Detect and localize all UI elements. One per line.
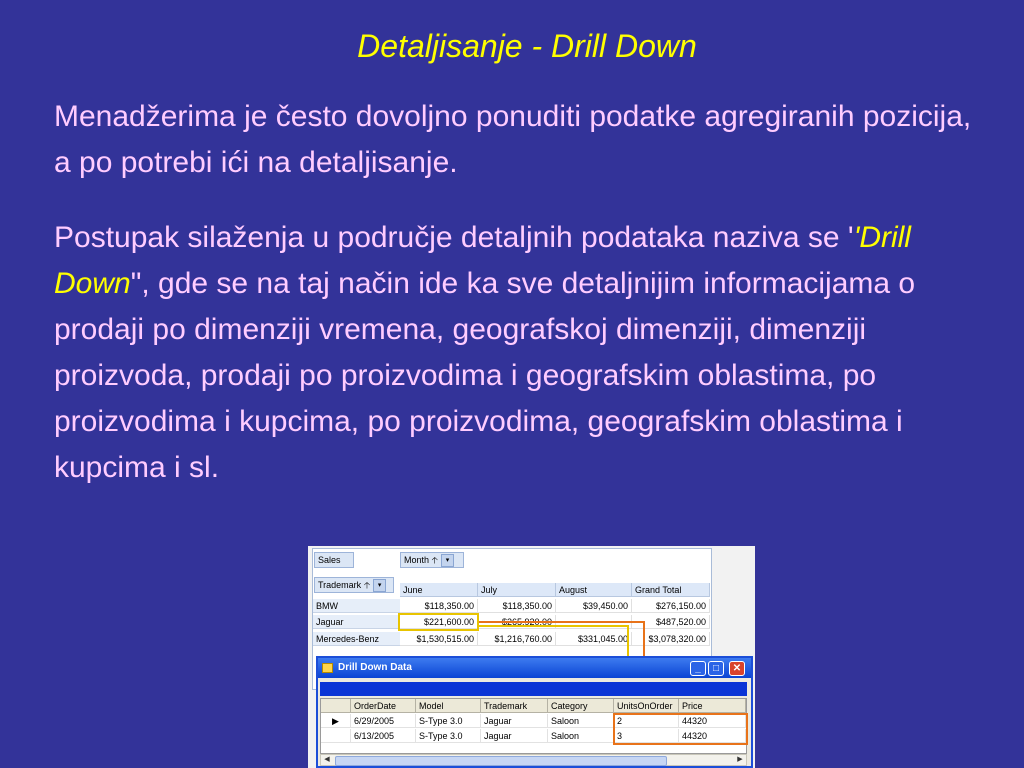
grid-cell[interactable]: Jaguar (481, 714, 548, 728)
column-header-june[interactable]: June (400, 583, 478, 597)
grid-header-unitsonorder[interactable]: UnitsOnOrder (614, 699, 679, 713)
slide-title: Detaljisanje - Drill Down (357, 28, 697, 64)
paragraph-drill-down-part2: ", gde se na taj način ide ka sve detaljnijim informacijama o prodaji po dimenziji vremena, geografskoj dimenziji, dimenziji proizvoda, prodaji po proizvodima i geografskim oblastima, po proizvodima i kupcima, po proizvodima, geografskim oblastima i kupcima i sl. (54, 267, 916, 484)
pivot-cell[interactable]: $118,350.00 (400, 599, 478, 613)
pivot-cell[interactable]: $1,530,515.00 (400, 632, 478, 646)
pivot-cell[interactable]: $39,450.00 (556, 599, 632, 613)
data-field-label: Sales (318, 555, 341, 565)
grid-header-orderdate[interactable]: OrderDate (351, 699, 416, 713)
paragraph-intro: Menadžerima je često dovoljno ponuditi podatke agregiranih pozicija, a po potrebi ići na detaljisanje. (54, 100, 972, 179)
chevron-down-icon[interactable]: ▾ (441, 554, 454, 567)
grid-header-price[interactable]: Price (679, 699, 746, 713)
pivot-cell-drilled[interactable]: $221,600.00 (400, 615, 478, 629)
pivot-cell[interactable]: $265,920.00 (478, 615, 556, 629)
grid-header-category[interactable]: Category (548, 699, 614, 713)
grid-header-trademark[interactable]: Trademark (481, 699, 548, 713)
sort-ascending-icon[interactable]: 🡡 (363, 580, 371, 590)
highlight-detail-rows (613, 713, 748, 745)
window-app-icon (322, 663, 333, 673)
pivot-cell[interactable]: $331,045.00 (556, 632, 632, 646)
grid-cell[interactable]: 44320 (679, 714, 746, 728)
grid-caption-band (320, 682, 747, 696)
row-field-label: Trademark (318, 580, 362, 590)
column-header-grand-total: Grand Total (632, 583, 710, 597)
grid-cell[interactable]: 2 (614, 714, 679, 728)
pivot-cell[interactable]: $3,078,320.00 (632, 632, 710, 646)
grid-cell[interactable]: Saloon (548, 714, 614, 728)
pivot-cell[interactable]: $276,150.00 (632, 599, 710, 613)
row-header-mercedes-benz[interactable]: Mercedes-Benz (313, 632, 400, 646)
pivot-screenshot (308, 546, 755, 768)
horizontal-scrollbar[interactable] (320, 754, 747, 766)
column-field-label: Month (404, 555, 430, 565)
drill-down-window (316, 656, 753, 768)
grid-cell[interactable]: Saloon (548, 729, 614, 743)
row-header-jaguar[interactable]: Jaguar (313, 615, 400, 629)
pivot-cell[interactable]: $487,520.00 (632, 615, 710, 629)
paragraph-drill-down-part1: Postupak silaženja u područje detaljnih podataka naziva se ' (54, 221, 854, 254)
drill-down-term: 'Drill Down (54, 221, 911, 300)
grid-cell[interactable]: Jaguar (481, 729, 548, 743)
scroll-right-icon[interactable]: ▶ (737, 756, 743, 763)
maximize-button[interactable]: □ (708, 661, 724, 676)
paragraph-drill-down (54, 215, 994, 491)
grid-cell[interactable]: 6/13/2005 (351, 729, 416, 743)
scrollbar-thumb[interactable] (335, 756, 667, 766)
scroll-left-icon[interactable]: ◀ (324, 756, 330, 763)
row-selector-marker[interactable]: ▶ (321, 714, 351, 728)
grid-cell[interactable]: S-Type 3.0 (416, 729, 481, 743)
grid-cell[interactable]: 3 (614, 729, 679, 743)
row-selector-header (321, 699, 351, 713)
grid-header-model[interactable]: Model (416, 699, 481, 713)
window-title: Drill Down Data (338, 662, 412, 673)
window-titlebar[interactable] (318, 658, 751, 678)
minimize-button[interactable]: _ (690, 661, 706, 676)
column-header-august[interactable]: August (556, 583, 632, 597)
grid-cell[interactable]: 44320 (679, 729, 746, 743)
grid-cell[interactable]: S-Type 3.0 (416, 714, 481, 728)
pivot-cell[interactable]: $118,350.00 (478, 599, 556, 613)
column-header-july[interactable]: July (478, 583, 556, 597)
pivot-cell[interactable]: $1,216,760.00 (478, 632, 556, 646)
chevron-down-icon[interactable]: ▾ (373, 579, 386, 592)
sort-ascending-icon[interactable]: 🡡 (431, 555, 438, 565)
drill-data-grid (320, 698, 747, 754)
close-button[interactable]: ✕ (729, 661, 745, 676)
grid-cell[interactable]: 6/29/2005 (351, 714, 416, 728)
row-header-bmw[interactable]: BMW (313, 599, 400, 613)
row-selector-marker[interactable] (321, 729, 351, 743)
